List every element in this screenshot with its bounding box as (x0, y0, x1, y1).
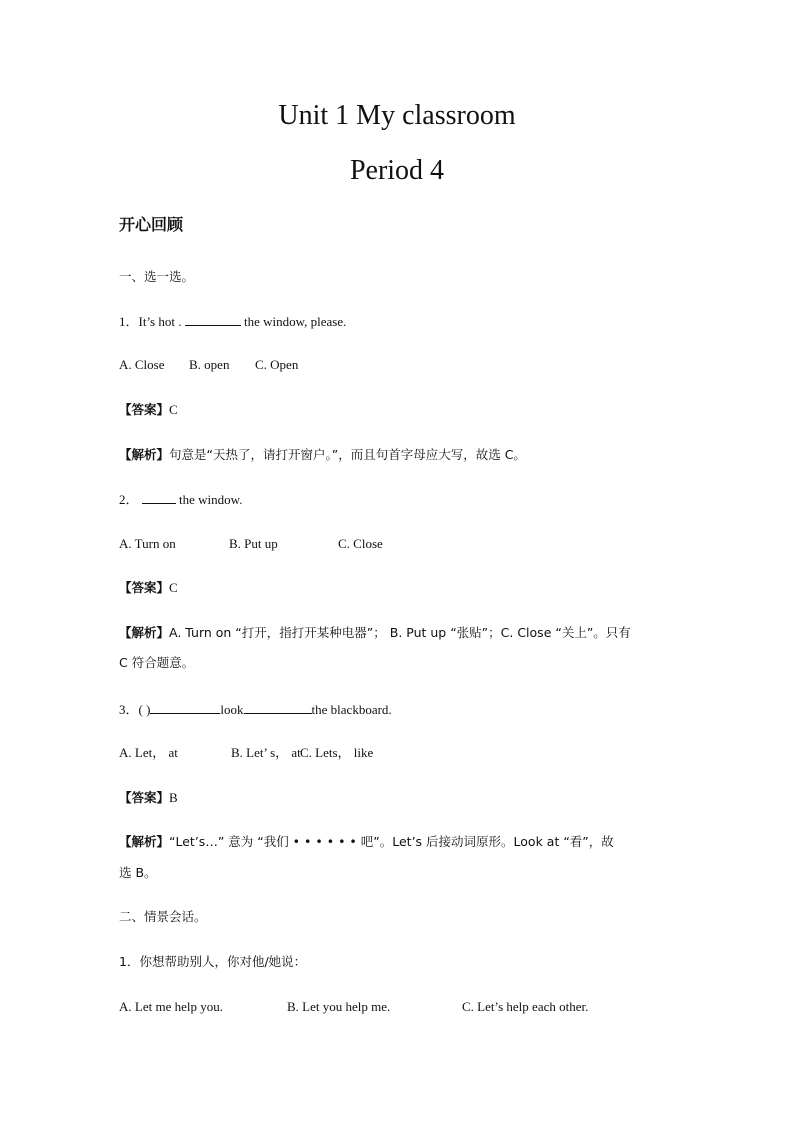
question-1-analysis (119, 446, 526, 464)
option-b: B. open (189, 357, 230, 372)
question-1-options (119, 356, 298, 374)
question-4-stem: 1．你想帮助别人，你对他/她说： (119, 954, 307, 969)
question-3-suffix: the blackboard. (311, 702, 392, 717)
question-3-prefix: 3．( ) (119, 702, 151, 717)
answer-blank (142, 490, 176, 504)
analysis-label: 【解析】 (119, 447, 170, 462)
part-one-heading: 一、选一选。 (119, 269, 195, 284)
question-1-prefix: 1．It’s hot . (119, 314, 182, 329)
option-b: B. Let you help me. (287, 999, 391, 1014)
question-4-options (119, 998, 588, 1016)
option-c: C. Lets， like (300, 745, 374, 760)
option-a: A. Close (119, 357, 165, 372)
answer-label: 【答案】 (119, 790, 170, 805)
analysis-label: 【解析】 (119, 625, 170, 640)
question-1-answer (119, 401, 178, 419)
answer-value: B (169, 790, 178, 805)
option-b: B. Put up (229, 536, 278, 551)
analysis-text-line-1: A. Turn on “打开，指打开某种电器”； B. Put up “张贴”；C. Close “关上”。只有 (169, 625, 631, 640)
question-2-options (119, 535, 383, 553)
analysis-text-line-1: “Let’s…” 意为 “我们 • • • • • • 吧”。Let’s 后接动词原形。Look at “看”，故 (169, 834, 614, 849)
question-1-suffix: the window, please. (243, 314, 347, 329)
answer-blank (185, 312, 241, 326)
question-3-answer (119, 789, 178, 807)
option-a: A. Let me help you. (119, 999, 223, 1014)
question-2 (119, 490, 242, 509)
answer-blank-2 (244, 700, 312, 714)
analysis-label: 【解析】 (119, 834, 170, 849)
option-c: C. Close (338, 536, 383, 551)
question-2-analysis-line-2: C 符合题意。 (119, 655, 195, 670)
option-c: C. Open (255, 357, 299, 372)
option-a: A. Let， at (119, 745, 178, 760)
answer-value: C (169, 402, 178, 417)
option-c: C. Let’s help each other. (462, 999, 589, 1014)
question-3-options (119, 744, 373, 762)
analysis-text: 句意是“天热了，请打开窗户。”，而且句首字母应大写，故选 C。 (169, 447, 526, 462)
option-b: B. Let’ s， at (231, 745, 301, 760)
document-title: Unit 1 My classroom (278, 100, 516, 131)
answer-label: 【答案】 (119, 580, 170, 595)
question-2-analysis (119, 624, 631, 642)
section-heading: 开心回顾 (119, 215, 184, 234)
question-2-answer (119, 579, 178, 597)
question-3-analysis-line-2: 选 B。 (119, 865, 157, 880)
question-3-analysis (119, 833, 614, 851)
question-1 (119, 312, 346, 331)
answer-label: 【答案】 (119, 402, 170, 417)
question-3-mid: look (220, 702, 244, 717)
question-3 (119, 700, 392, 719)
answer-value: C (169, 580, 178, 595)
answer-blank-1 (150, 700, 220, 714)
document-subtitle: Period 4 (349, 155, 445, 186)
question-2-suffix: the window. (179, 492, 243, 507)
question-2-prefix: 2． (119, 492, 139, 507)
part-two-heading: 二、情景会话。 (119, 909, 207, 924)
option-a: A. Turn on (119, 536, 176, 551)
